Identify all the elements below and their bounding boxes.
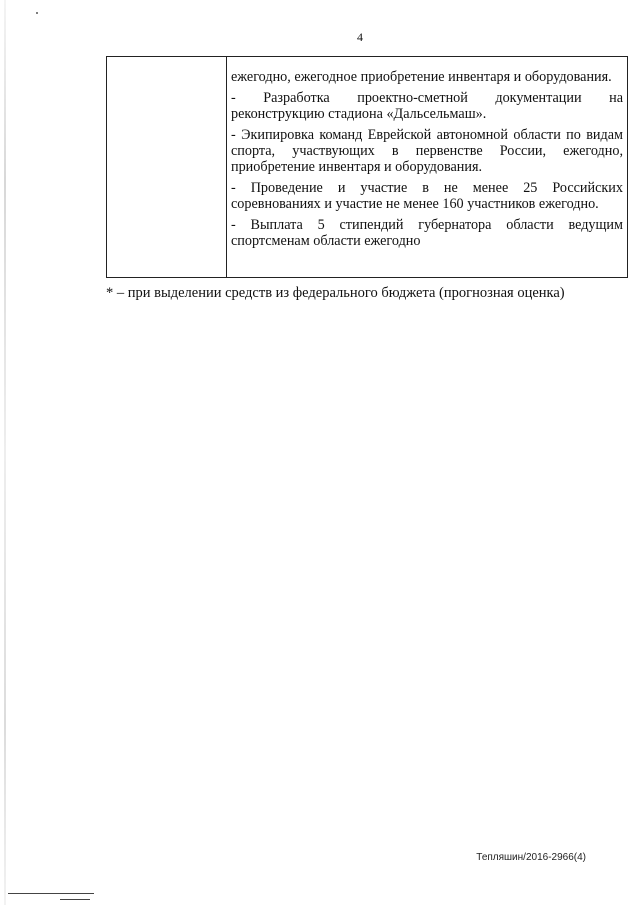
measure-paragraph: - Разработка проектно-сметной документации на реконструкцию стадиона «Дальсельмаш». bbox=[231, 90, 623, 122]
footnote: * – при выделении средств из федерального бюджета (прогнозная оценка) bbox=[106, 285, 565, 301]
measures-text bbox=[227, 57, 627, 251]
table-cell-right bbox=[227, 57, 628, 278]
scan-speck bbox=[36, 12, 38, 14]
footer-rule-short bbox=[60, 899, 90, 900]
measure-paragraph: - Проведение и участие в не менее 25 Российских соревнованиях и участие не менее 160 участников ежегодно. bbox=[231, 180, 623, 212]
program-table bbox=[106, 56, 628, 278]
measure-paragraph: - Экипировка команд Еврейской автономной области по видам спорта, участвующих в первенстве России, ежегодно, приобретение инвентаря и оборудования. bbox=[231, 127, 623, 175]
table-cell-left bbox=[107, 57, 227, 278]
registration-mark: Тепляшин/2016-2966(4) bbox=[476, 852, 586, 863]
page-number: 4 bbox=[357, 30, 363, 44]
table-row bbox=[107, 57, 628, 278]
measure-paragraph: ежегодно, ежегодное приобретение инвентаря и оборудования. bbox=[231, 69, 612, 85]
measure-paragraph: - Выплата 5 стипендий губернатора области ведущим спортсменам области ежегодно bbox=[231, 217, 623, 249]
scan-edge-shadow bbox=[4, 0, 6, 905]
footer-rule bbox=[8, 893, 94, 894]
